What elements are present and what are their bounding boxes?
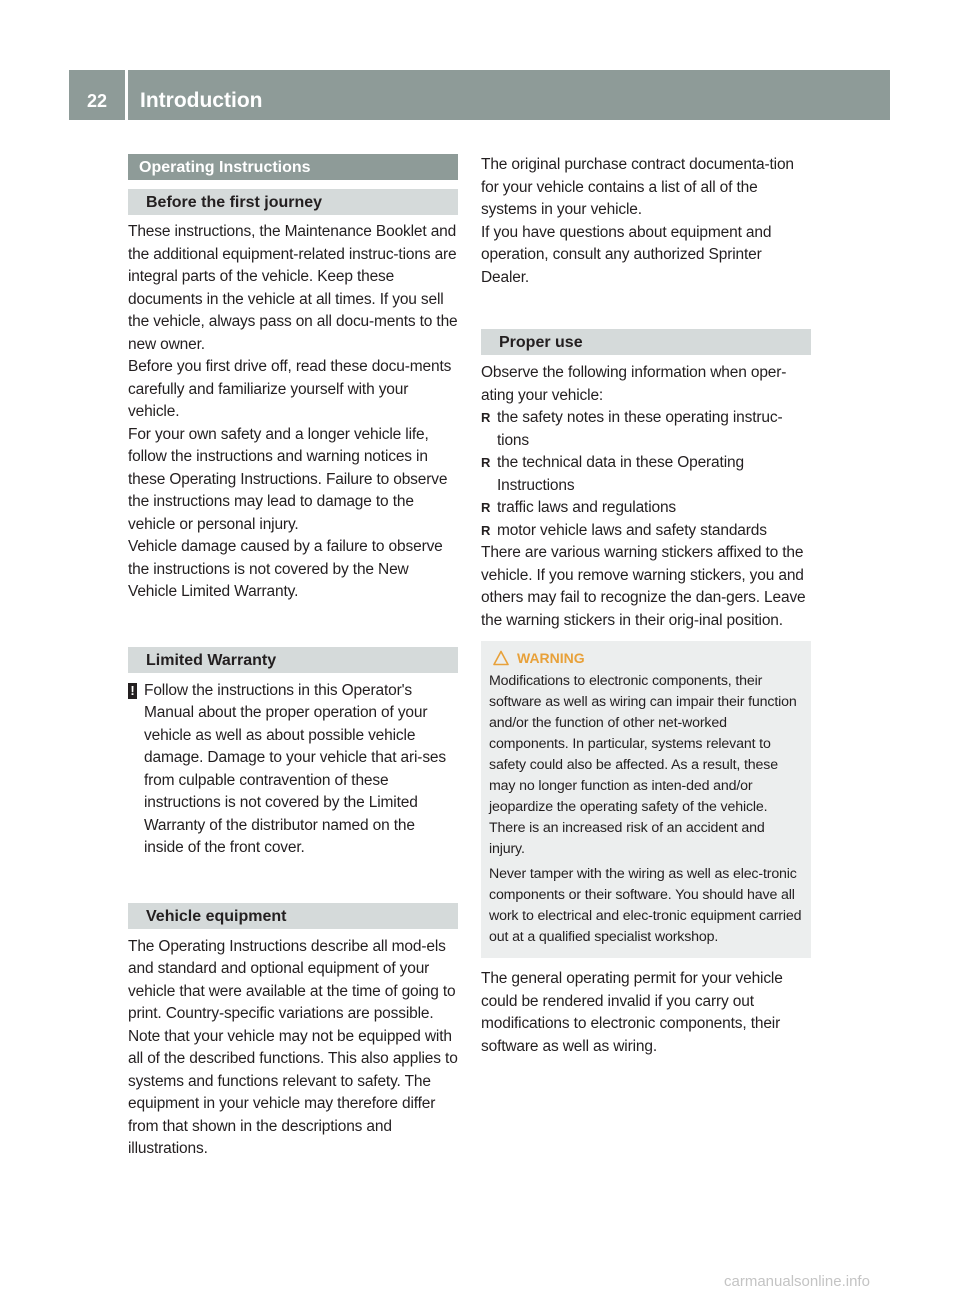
paragraph: Vehicle damage caused by a failure to observe the instructions is not covered by the New Vehicle Limited Warranty. — [128, 538, 443, 600]
paragraph: These instructions, the Maintenance Booklet and the additional equipment-related instruc-tions are integral parts of the vehicle. Keep these documents in the vehicle at all times. If you sell the vehicle, always pass on all docu-ments to the new owner. — [128, 223, 458, 353]
paragraph: Observe the following information when oper-ating your vehicle: — [481, 364, 787, 404]
list-item: R the technical data in these Operating Instructions — [481, 454, 744, 494]
bullet-icon: R — [481, 455, 491, 470]
paragraph: The Operating Instructions describe all mod-els and standard and optional equipment of your vehicle that were available at the time of going to print. Country-specific variations are possible. Note that your vehicle may not be equipped with all of the described functions. This also applies to systems and functions relevant to safety. The equipment in your vehicle may therefore differ from that shown in the descriptions and illustrations. — [128, 937, 458, 1157]
list-item: R the safety notes in these operating instruc-tions — [481, 409, 783, 449]
warranty-note — [128, 680, 458, 860]
warning-text: Modifications to electronic components, their software as well as wiring can impair their function and/or the function of other net-worked components. In particular, systems relevant to safety could also be affected. As a result, these may no longer function as inten-ded and/or jeopardize the operating safety of the vehicle. There is an increased risk of an accident and injury. — [489, 673, 797, 857]
heading-limited-warranty: Limited Warranty — [128, 647, 458, 673]
paragraph: The general operating permit for your vehicle could be rendered invalid if you carry out modifications to electronic components, their software as well as wiring. — [481, 970, 783, 1055]
left-column — [128, 154, 458, 1161]
paragraph: There are various warning stickers affixed to the vehicle. If you remove warning stickers, you and others may fail to recognize the dan-gers. Leave the warning stickers in their orig-inal position. — [481, 544, 806, 629]
paragraph: For your own safety and a longer vehicle life, follow the instructions and warning notices in these Operating Instructions. Failure to observe the instructions may lead to damage to the vehicle or personal injury. — [128, 425, 448, 533]
watermark: carmanualsonline.info — [724, 1273, 870, 1290]
paragraph: Before you first drive off, read these docu-ments carefully and familiarize yourself with your vehicle. — [128, 358, 452, 420]
page-header — [69, 70, 890, 120]
header-divider — [125, 70, 128, 120]
bullet-icon: R — [481, 522, 491, 538]
list-item: R motor vehicle laws and safety standards — [481, 520, 811, 543]
paragraph: If you have questions about equipment and operation, consult any authorized Sprinter Dealer. — [481, 223, 772, 286]
section-title: Introduction — [140, 89, 263, 112]
heading-before-first-journey: Before the first journey — [128, 189, 458, 215]
warning-triangle-icon — [493, 650, 509, 666]
paragraph: The original purchase contract documenta-tion for your vehicle contains a list of all of the systems in your vehicle. — [481, 156, 794, 218]
bullet-icon: R — [481, 500, 491, 515]
warning-text: Never tamper with the wiring as well as elec-tronic components or their software. You should have all work to electrical and elec-tronic equipment carried out at a qualified specialist workshop. — [489, 866, 802, 945]
heading-proper-use: Proper use — [481, 329, 811, 355]
right-column — [481, 154, 811, 1058]
bullet-list — [481, 407, 811, 542]
heading-vehicle-equipment: Vehicle equipment — [128, 903, 458, 929]
heading-operating-instructions: Operating Instructions — [128, 154, 458, 180]
exclamation-icon: ! — [128, 683, 137, 699]
warning-box — [481, 641, 811, 958]
bullet-icon: R — [481, 410, 491, 425]
warning-title: WARNING — [517, 650, 585, 666]
list-item: R traffic laws and regulations — [481, 497, 811, 520]
warning-title-row — [489, 649, 803, 667]
page-number: 22 — [86, 91, 108, 111]
note-text: Follow the instructions in this Operator's Manual about the proper operation of your vehicle as well as about possible vehicle damage. Damage to your vehicle that ari-ses from culpable contravention of these instructions is not covered by the Limited Warranty of the distributor named on the inside of the front cover. — [144, 681, 446, 856]
